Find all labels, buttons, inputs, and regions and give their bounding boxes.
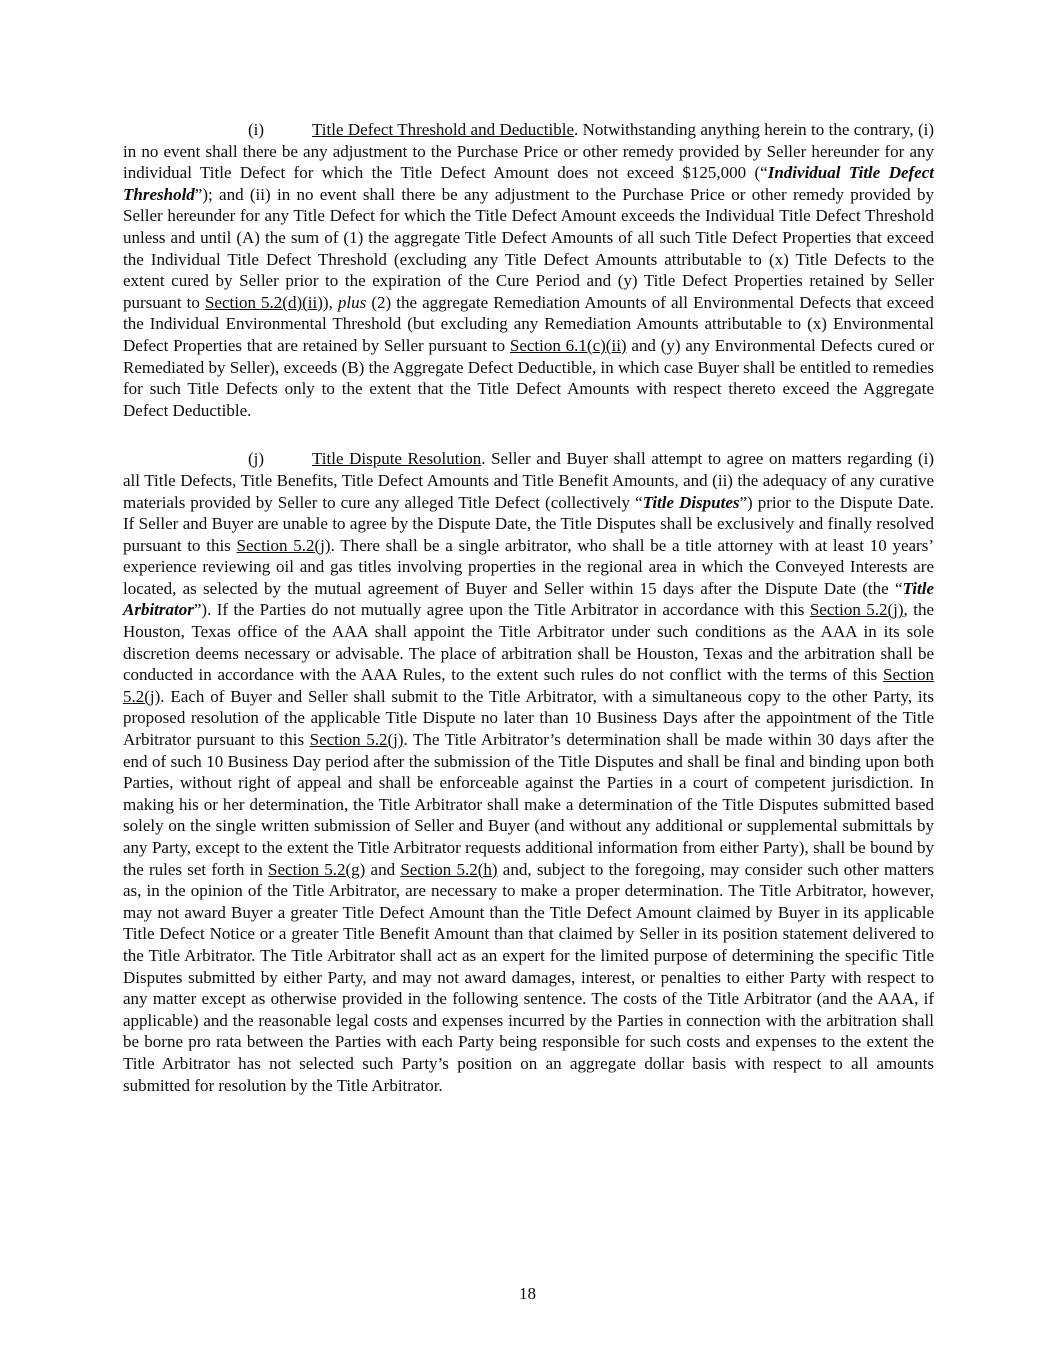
heading: Title Dispute Resolution — [312, 449, 482, 469]
section-reference: Section 5.2(j) — [123, 665, 934, 706]
section-reference: Section 5.2(g) — [268, 859, 366, 879]
document-body — [123, 119, 934, 1123]
italic-term: plus — [337, 292, 367, 312]
body: . There shall be a single arbitrator, who shall be a title attorney with at least 10 years’ experience reviewing oil and gas titles involving properties in the regional area in which the Conveyed Interests are located, as selected by the mutual agreement of Buyer and Seller within 15 days after the Dispute Date (the “ — [123, 535, 934, 598]
heading: Title Defect Threshold and Deductible — [312, 120, 575, 139]
body: ), — [322, 292, 338, 312]
defined-term: Title Arbitrator — [123, 578, 934, 620]
paragraph-label-i: (i) — [248, 120, 265, 139]
body: (2) the aggregate Remediation Amounts of all Environmental Defects that exceed the Individual Environmental Threshold (but excluding any Remediation Amounts attributable to (x) Environmental Defect Properties that are retained by Seller pursuant to — [123, 292, 934, 355]
body: ”); and (ii) in no event shall there be any adjustment to the Purchase Price or other remedy provided by Seller hereunder for any Title Defect for which the Title Defect Amount exceeds the Individual Title Defect Threshold unless and until (A) the sum of (1) the aggregate Title Defect Amounts of all such Title Defect Properties that exceed the Individual Title Defect Threshold (excluding any Title Defect Amounts attributable to (x) Title Defects to the extent cured by Seller prior to the expiration of the Cure Period and (y) Title Defect Properties retained by Seller pursuant to — [123, 184, 934, 312]
body: and, subject to the foregoing, may consider such other matters as, in the opinion of the Title Arbitrator, are necessary to make a proper determination. The Title Arbitrator, however, may not award Buyer a greater Title Defect Amount than the Title Defect Amount claimed by Buyer in its applicable Title Defect Notice or a greater Title Benefit Amount than that claimed by Seller in its position statement delivered to the Title Arbitrator. The Title Arbitrator shall act as an expert for the limited purpose of determining the specific Title Disputes submitted by either Party, and may not award damages, interest, or penalties to either Party with respect to any matter except as otherwise provided in the following sentence. The costs of the Title Arbitrator (and the AAA, if applicable) and the reasonable legal costs and expenses incurred by the Parties in connection with the arbitration shall be borne pro rata between the Parties with each Party being responsible for such costs and expenses to the extent the Title Arbitrator has not selected such Party’s position on an aggregate dollar basis with respect to all amounts submitted for resolution by the Title Arbitrator. — [123, 859, 934, 1095]
body: . Notwithstanding anything herein to the contrary, (i) in no event shall there be any adjustment to the Purchase Price or other remedy provided by Seller hereunder for any individual Title Defect for which the Title Defect Amount does not exceed $125,000 (“ — [123, 120, 934, 183]
body: . The Title Arbitrator’s determination shall be made within 30 days after the end of such 10 Business Day period after the submission of the Title Disputes and shall be final and binding upon both Parties, without right of appeal and shall be enforceable against the Parties in a court of competent jurisdiction. In making his or her determination, the Title Arbitrator shall make a determination of the Title Disputes submitted based solely on the single written submission of Seller and Buyer (and without any additional or supplemental submittals by any Party, except to the extent the Title Arbitrator requests additional information from either Party), shall be bound by the rules set forth in — [123, 730, 934, 879]
body: ”). If the Parties do not mutually agree upon the Title Arbitrator in accordance with this — [193, 600, 810, 620]
paragraph-i — [123, 119, 934, 421]
body: ”) prior to the Dispute Date. If Seller and Buyer are unable to agree by the Dispute Date, the Title Disputes shall be exclusively and finally resolved pursuant to this — [123, 492, 934, 555]
defined-term: Individual Title Defect Threshold — [123, 163, 934, 204]
paragraph-j — [123, 448, 934, 1096]
body: and — [365, 859, 401, 879]
body: and (y) any Environmental Defects cured or Remediated by Seller), exceeds (B) the Aggregate Defect Deductible, in which case Buyer shall be entitled to remedies for such Title Defects only to the extent that the Title Defect Amounts with respect thereto exceed the Aggregate Defect Deductible. — [123, 335, 934, 420]
paragraph-label-j: (j) — [248, 449, 265, 469]
section-reference: Section 5.2(j) — [809, 600, 904, 620]
body: . Seller and Buyer shall attempt to agree on matters regarding (i) all Title Defects, Title Benefits, Title Defect Amounts and Title Benefit Amounts, and (ii) the adequacy of any curative materials provided by Seller to cure any alleged Title Defect (collectively “ — [123, 449, 934, 512]
section-reference: Section 5.2(d)(ii) — [204, 292, 323, 312]
section-reference: Section 5.2(j) — [236, 535, 331, 555]
defined-term: Title Disputes — [642, 492, 740, 512]
page-number: 18 — [519, 1284, 536, 1303]
section-reference: Section 5.2(h) — [400, 859, 498, 879]
paragraphs — [123, 119, 934, 1096]
body: , the Houston, Texas office of the AAA shall appoint the Title Arbitrator under such conditions as the AAA in its sole discretion deems necessary or advisable. The place of arbitration shall be Houston, Texas and the arbitration shall be conducted in accordance with the AAA Rules, to the extent such rules do not conflict with the terms of this — [123, 600, 934, 685]
body: . Each of Buyer and Seller shall submit to the Title Arbitrator, with a simultaneous copy to the other Party, its proposed resolution of the applicable Title Dispute no later than 10 Business Days after the appointment of the Title Arbitrator pursuant to this — [123, 686, 934, 750]
section-reference: Section 6.1(c)(ii) — [509, 335, 627, 355]
section-reference: Section 5.2(j) — [309, 730, 404, 750]
